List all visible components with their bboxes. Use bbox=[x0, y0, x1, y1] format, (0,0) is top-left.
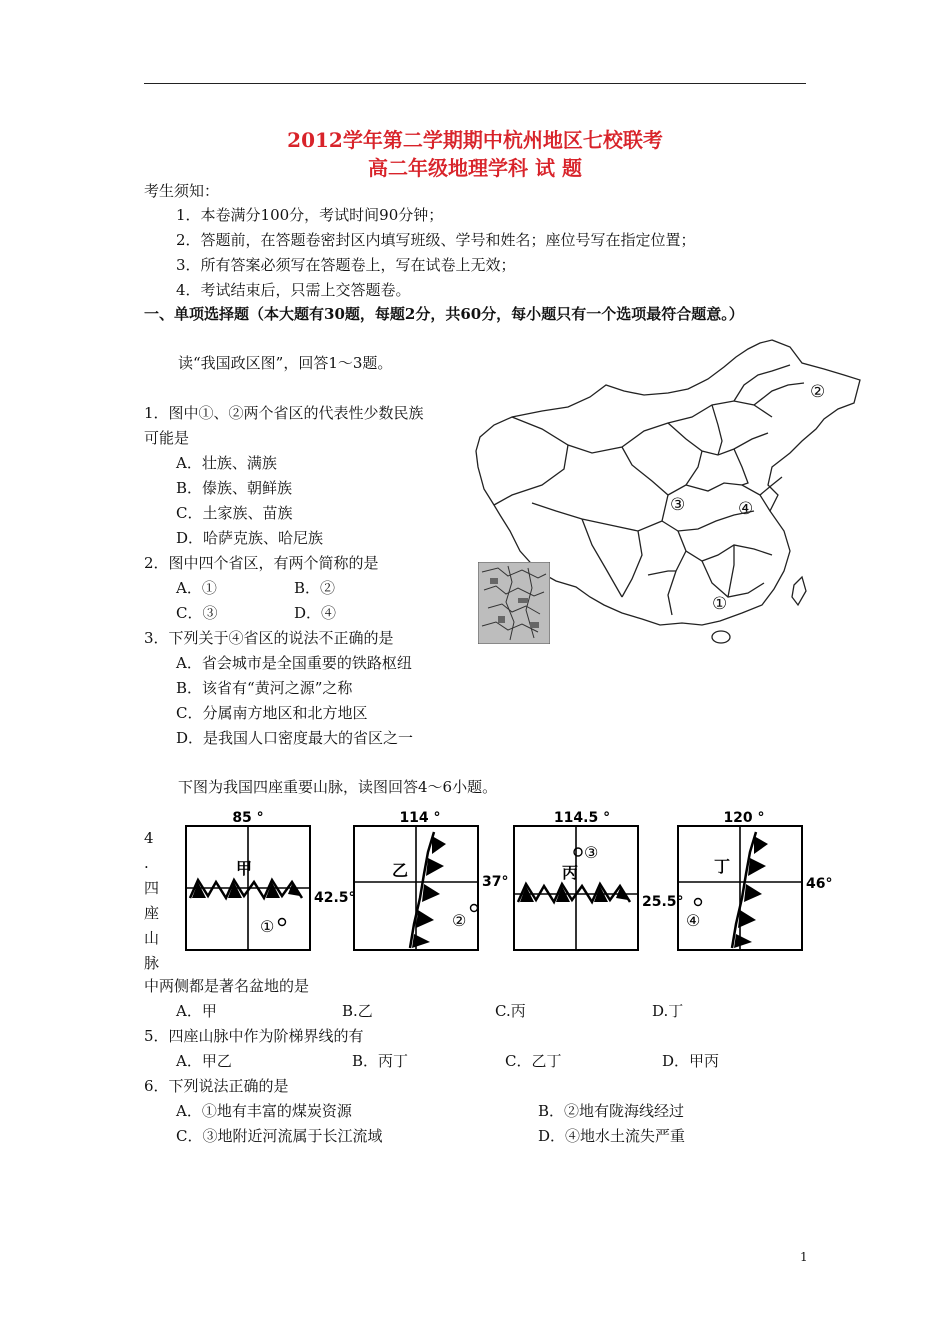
q2-option: C．③ bbox=[176, 604, 218, 622]
q3-option: B．该省有“黄河之源”之称 bbox=[176, 679, 353, 697]
q2-option: D．④ bbox=[294, 604, 337, 622]
q3-option: C．分属南方地区和北方地区 bbox=[176, 704, 368, 722]
map-marker-1: ① bbox=[712, 594, 728, 614]
q6-option: B．②地有陇海线经过 bbox=[538, 1102, 685, 1120]
q3-stem: 3．下列关于④省区的说法不正确的是 bbox=[144, 629, 394, 647]
q5-option: A．甲乙 bbox=[176, 1052, 232, 1070]
q2-stem: 2．图中四个省区，有两个简称的是 bbox=[144, 554, 379, 572]
q4-option: A．甲 bbox=[176, 1002, 217, 1020]
q5-option: C．乙丁 bbox=[505, 1052, 562, 1070]
notice-item: 4．考试结束后，只需上交答题卷。 bbox=[176, 281, 411, 299]
q4-stem-cont: 中两侧都是著名盆地的是 bbox=[144, 977, 310, 995]
bing-label: 丙 bbox=[562, 863, 579, 882]
ding-label: 丁 bbox=[714, 857, 731, 876]
mountain-panel-yi bbox=[354, 810, 508, 950]
bing-longitude: 114.5 ° bbox=[553, 810, 611, 826]
q5-option: D．甲丙 bbox=[662, 1052, 720, 1070]
mountain-intro: 下图为我国四座重要山脉，读图回答4～6小题。 bbox=[178, 778, 498, 796]
mountain-panel-jia bbox=[186, 810, 356, 950]
q2-option: B．② bbox=[294, 579, 336, 597]
section-heading: 一、单项选择题（本大题有30题，每题2分，共60分，每小题只有一个选项最符合题意。） bbox=[144, 305, 744, 323]
q1-option: A．壮族、满族 bbox=[176, 454, 277, 472]
q5-stem: 5．四座山脉中作为阶梯界线的有 bbox=[144, 1027, 364, 1045]
mountain-panel-ding bbox=[678, 810, 832, 950]
ding-latitude: 46° bbox=[806, 876, 833, 892]
notice-item: 1．本卷满分100分，考试时间90分钟； bbox=[176, 206, 444, 224]
exam-title: 2012学年第二学期期中杭州地区七校联考 bbox=[287, 128, 663, 152]
ding-longitude: 120 ° bbox=[723, 810, 765, 826]
map-marker-3: ③ bbox=[670, 495, 686, 515]
south-china-sea-inset-map bbox=[478, 562, 550, 644]
q1-stem-cont: 可能是 bbox=[144, 429, 190, 447]
mountain-panel-bing bbox=[514, 810, 684, 950]
q4-option: C.丙 bbox=[495, 1002, 526, 1020]
exam-subtitle: 高二年级地理学科 试 题 bbox=[368, 156, 582, 180]
q1-option: D．哈萨克族、哈尼族 bbox=[176, 529, 324, 547]
ding-marker: ④ bbox=[686, 911, 701, 930]
q4-option: D.丁 bbox=[652, 1002, 684, 1020]
q3-option: A．省会城市是全国重要的铁路枢纽 bbox=[176, 654, 412, 672]
notice-heading: 考生须知： bbox=[144, 182, 220, 200]
bing-latitude: 25.5° bbox=[642, 894, 684, 910]
q6-stem: 6．下列说法正确的是 bbox=[144, 1077, 289, 1095]
q4-stem-vertical: 4 . 四 座 山 脉 bbox=[144, 829, 160, 972]
q6-option: A．①地有丰富的煤炭资源 bbox=[176, 1102, 352, 1120]
q1-option: C．土家族、苗族 bbox=[176, 504, 293, 522]
q2-option: A．① bbox=[176, 579, 217, 597]
mountain-ranges-figure bbox=[184, 802, 834, 954]
yi-latitude: 37° bbox=[482, 874, 509, 890]
map-marker-4: ④ bbox=[738, 499, 754, 519]
notice-item: 2．答题前，在答题卷密封区内填写班级、学号和姓名；座位号写在指定位置； bbox=[176, 231, 696, 249]
jia-longitude: 85 ° bbox=[232, 810, 264, 826]
q1-option: B．傣族、朝鲜族 bbox=[176, 479, 293, 497]
header-rule bbox=[144, 83, 806, 84]
bing-marker: ③ bbox=[584, 843, 599, 862]
q6-option: C．③地附近河流属于长江流域 bbox=[176, 1127, 383, 1145]
q6-option: D．④地水土流失严重 bbox=[538, 1127, 686, 1145]
jia-latitude: 42.5° bbox=[314, 890, 356, 906]
q3-option: D．是我国人口密度最大的省区之一 bbox=[176, 729, 414, 747]
map-marker-2: ② bbox=[810, 382, 826, 402]
q4-option: B.乙 bbox=[342, 1002, 373, 1020]
map-intro: 读“我国政区图”，回答1～3题。 bbox=[178, 354, 393, 372]
page-number: 1 bbox=[800, 1250, 808, 1264]
yi-label: 乙 bbox=[392, 861, 409, 880]
q5-option: B．丙丁 bbox=[352, 1052, 409, 1070]
yi-marker: ② bbox=[452, 911, 467, 930]
jia-label: 甲 bbox=[236, 859, 253, 878]
notice-item: 3．所有答案必须写在答题卷上，写在试卷上无效； bbox=[176, 256, 516, 274]
yi-longitude: 114 ° bbox=[399, 810, 441, 826]
jia-marker: ① bbox=[260, 917, 275, 936]
q1-stem: 1．图中①、②两个省区的代表性少数民族 bbox=[144, 404, 424, 422]
